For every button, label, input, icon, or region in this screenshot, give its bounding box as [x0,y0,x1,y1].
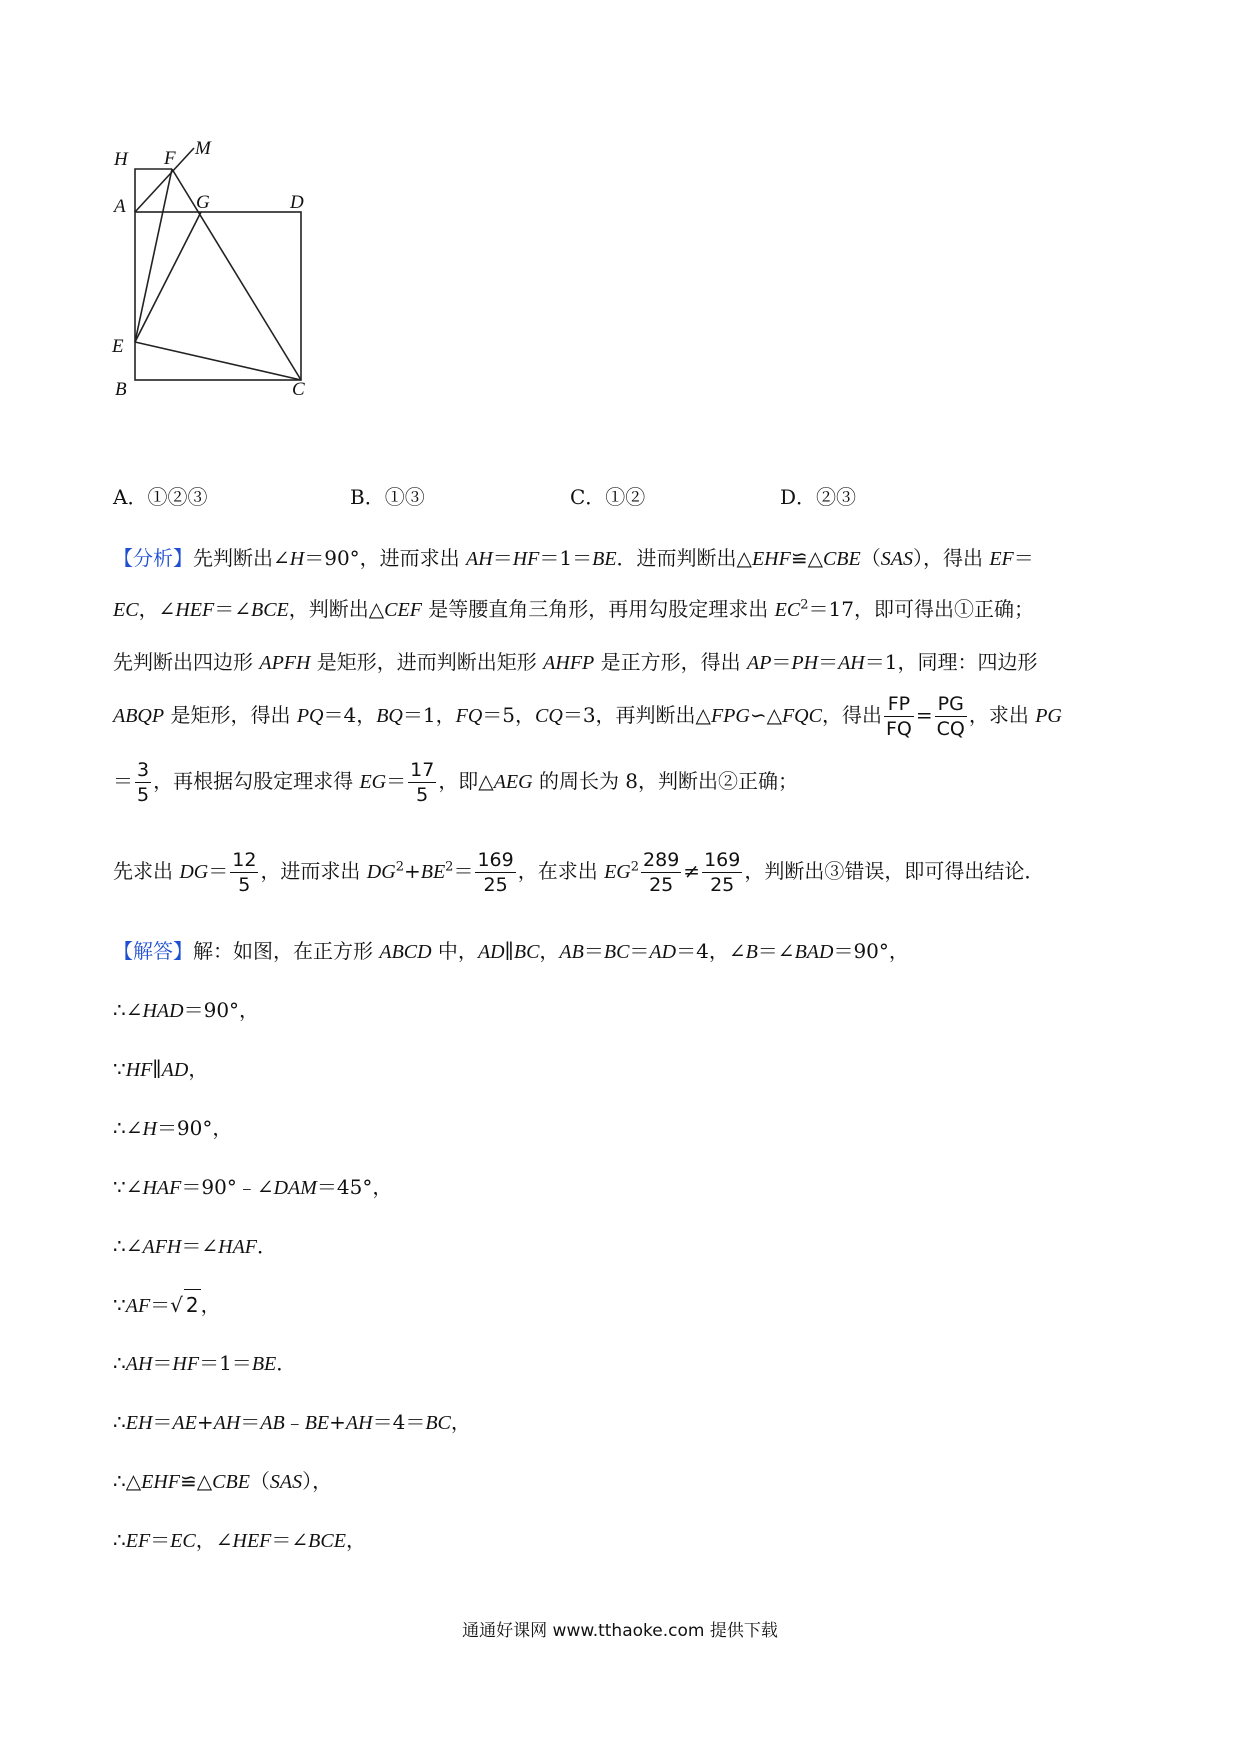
label-e: E [112,336,124,357]
option-d: D．②③ [780,485,857,509]
label-h: H [114,149,128,170]
solution-line-6: ∴∠AFH＝∠HAF． [113,1234,278,1258]
solution-tag: 【解答】 [113,939,193,963]
page-footer: 通通好课网 www.tthaoke.com 提供下载 [462,1621,778,1641]
label-c: C [292,379,305,400]
solution-line-10: ∴△EHF≌△CBE（SAS）， [113,1469,333,1493]
analysis-line-6: 先求出 DG＝ $\frac{12}{5}$ ，进而求出 $DG^2+BE^2=$ $\frac{169}{25}$ ，在求出 $EG^2$ $\frac{289}{25}$ ≠ $\frac{169}{25}$ ，判断出③错误，即可得出结论． [113,849,1045,896]
label-m: M [195,138,211,159]
fraction-pg-cq: $\frac{PG}{CQ}$ [936,693,965,740]
solution-line-11: ∴EF＝EC，∠HEF＝∠BCE， [113,1528,366,1552]
label-d: D [290,192,304,213]
solution-line-7: ∵AF＝√ 2 ， [113,1289,221,1321]
fraction-fp-fq: $\frac{FP}{FQ}$ [885,693,912,740]
label-b: B [115,379,127,400]
analysis-line-3: 先判断出四边形 APFH 是矩形，进而判断出矩形 AHFP 是正方形，得出 AP＝PH＝AH＝1，同理：四边形 [113,650,1038,674]
fraction-169-25-a: $\frac{169}{25}$ [477,849,514,896]
analysis-tag: 【分析】 [113,546,193,570]
fraction-3-5: $\frac{3}{5}$ [137,759,150,806]
sqrt-2: 2 [184,1289,201,1320]
solution-line-3: ∵HF∥AD， [113,1057,209,1081]
analysis-line-4: ABQP 是矩形，得出 PQ＝4，BQ＝1，FQ＝5，CQ＝3，再判断出△FPG∽△FQC，得出 $\frac{FP}{FQ}$ = $\frac{PG}{CQ}$ ，求出 PG [113,693,1062,740]
analysis-line-5: ＝ $\frac{3}{5}$ ，再根据勾股定理求得 EG＝ $\frac{17}{5}$ ，即△AEG 的周长为 8，判断出②正确； [113,759,799,806]
option-c: C．①② [570,485,646,509]
analysis-line-2: EC，∠HEF＝∠BCE，判断出△CEF 是等腰直角三角形，再用勾股定理求出 $EC^2=17$，即可得出①正确； [113,597,1034,621]
solution-line-8: ∴AH＝HF＝1＝BE． [113,1351,297,1375]
label-g: G [196,192,210,213]
square-abcd [135,212,301,380]
solution-line-2: ∴∠HAD＝90°， [113,998,260,1022]
geometry-figure [112,138,352,452]
label-a: A [114,196,126,217]
solution-line-5: ∵∠HAF＝90°﹣∠DAM＝45°， [113,1175,393,1199]
fraction-169-25-b: $\frac{169}{25}$ [704,849,741,896]
solution-line-4: ∴∠H＝90°， [113,1116,233,1140]
fraction-289-25: $\frac{289}{25}$ [643,849,680,896]
fraction-17-5: $\frac{17}{5}$ [410,759,435,806]
label-f: F [164,148,176,169]
solution-line-1: 【解答】解：如图，在正方形 ABCD 中，AD∥BC，AB＝BC＝AD＝4，∠B＝∠BAD＝90°， [113,939,909,963]
analysis-line-1: 【分析】先判断出∠H＝90°，进而求出 AH＝HF＝1＝BE．进而判断出△EHF≌△CBE（SAS），得出 EF＝ [113,546,1034,570]
solution-line-9: ∴EH＝AE+AH＝AB﹣BE+AH＝4＝BC， [113,1410,471,1434]
fraction-12-5: $\frac{12}{5}$ [232,849,257,896]
option-b: B．①③ [350,485,425,509]
option-a: A．①②③ [113,485,208,509]
